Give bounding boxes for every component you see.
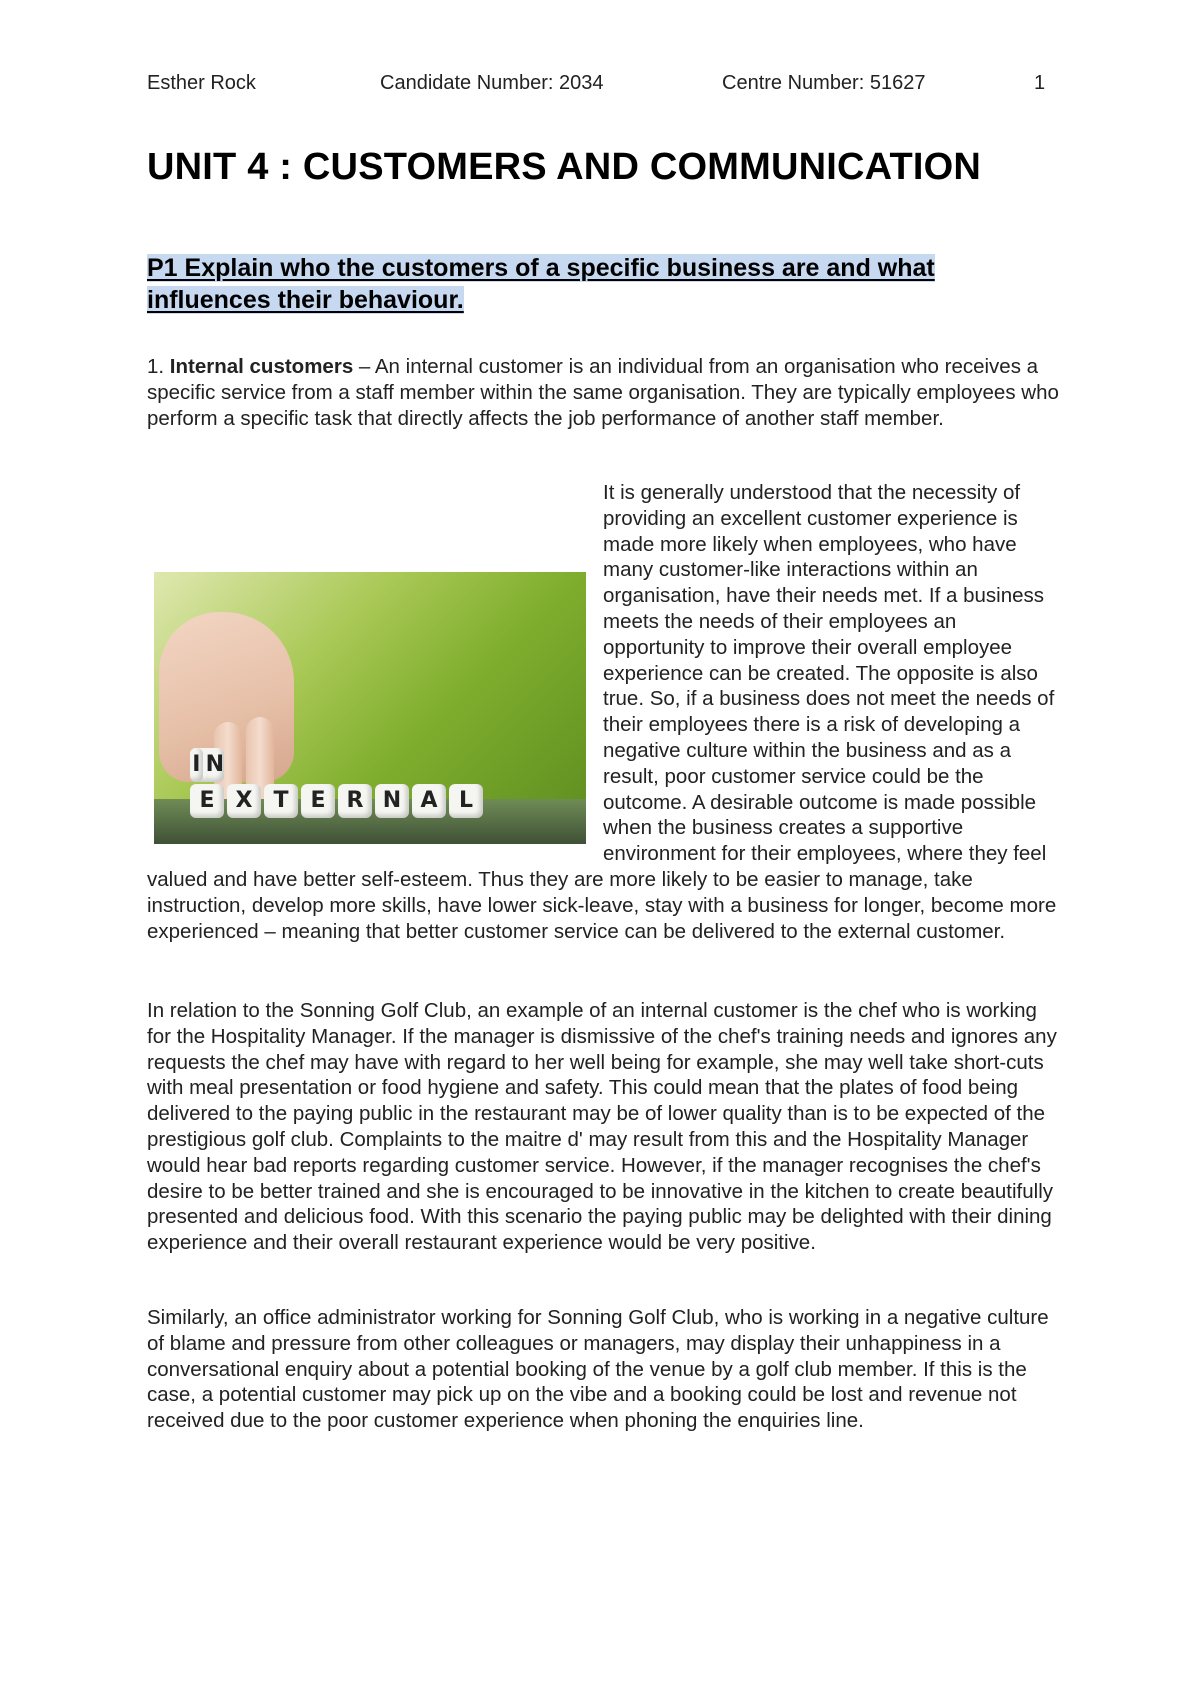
section-heading (147, 252, 1060, 316)
header-page-number: 1 (1034, 72, 1046, 94)
page-header (147, 72, 1060, 98)
die-letter: E (190, 784, 224, 818)
die-letter: A (412, 784, 446, 818)
paragraph-text: – An internal customer is an individual from an organisation who receives a specific service from a staff member within the same organisation. They are typically employees who perform a specific task that directly affects the job performance of another staff member. (147, 355, 1059, 430)
die-letter: L (449, 784, 483, 818)
internal-external-dice-image (154, 572, 586, 844)
header-candidate-number: Candidate Number: 2034 (380, 72, 604, 94)
die-letter: I (190, 748, 203, 782)
dice-row-top (190, 748, 224, 782)
paragraph-golf-club-chef: In relation to the Sonning Golf Club, an example of an internal customer is the chef who is working for the Hospitality Manager. If the manager is dismissive of the chef's training needs and ignores any requests the chef may have with regard to her well being for example, she may well take short-cuts with meal presentation or food hygiene and safety. This could mean that the plates of food being delivered to the paying public in the restaurant may be of lower quality than is to be expected of the prestigious golf club. Complaints to the maitre d' may result from this and the Hospitality Manager would hear bad reports regarding customer service. However, if the manager recognises the chef's desire to be better trained and she is encouraged to be innovative in the kitchen to create beautifully presented and delicious food. With this scenario the paying public may be delighted with their dining experience and their overall restaurant experience would be very positive. (147, 999, 1057, 1255)
paragraph-text: It is generally understood that the necessity of providing an excellent customer experience is made more likely when employees, who have many customer-like interactions within an organisation, have their needs met. If a business meets the needs of their employees an opportunity to improve their overall employee experience can be created. The opposite is also true. So, if a business does not meet the needs of their employees there is a risk of developing a negative culture within the business and as a result, poor customer service could be the outcome. A desirable outcome is made possible when the business creates a supportive environment for their employees, where they feel valued and have better self-esteem. Thus they are more likely to be easier to manage, take instruction, develop more skills, have lower sick-leave, stay with a business for longer, become more experienced – meaning that better customer service can be delivered to the external customer. (147, 481, 1057, 943)
header-centre-number: Centre Number: 51627 (722, 72, 926, 94)
figure-wrapper (147, 560, 599, 845)
term-internal-customers: Internal customers (169, 355, 354, 378)
die-letter: R (338, 784, 372, 818)
paragraph-internal-customers (147, 354, 1060, 431)
section-heading-text: P1 Explain who the customers of a specific business are and what influences their behaviour. (147, 254, 935, 314)
header-author-name: Esther Rock (147, 72, 256, 94)
die-letter: X (227, 784, 261, 818)
paragraph-office-administrator: Similarly, an office administrator working for Sonning Golf Club, who is working in a negative culture of blame and pressure from other colleagues or managers, may display their unhappiness in a conversational enquiry about a potential booking of the venue by a golf club member. If this is the case, a potential customer may pick up on the vibe and a booking could be lost and revenue not received due to the poor customer experience when phoning the enquiries line. (147, 1306, 1049, 1433)
die-letter: E (301, 784, 335, 818)
document-title: UNIT 4 : CUSTOMERS AND COMMUNICATION (147, 146, 982, 188)
die-letter: N (206, 748, 224, 782)
die-letter: N (375, 784, 409, 818)
paragraph-employee-experience (147, 480, 1060, 944)
die-letter: T (264, 784, 298, 818)
list-number: 1. (147, 355, 170, 378)
dice-row-bottom (190, 784, 483, 818)
